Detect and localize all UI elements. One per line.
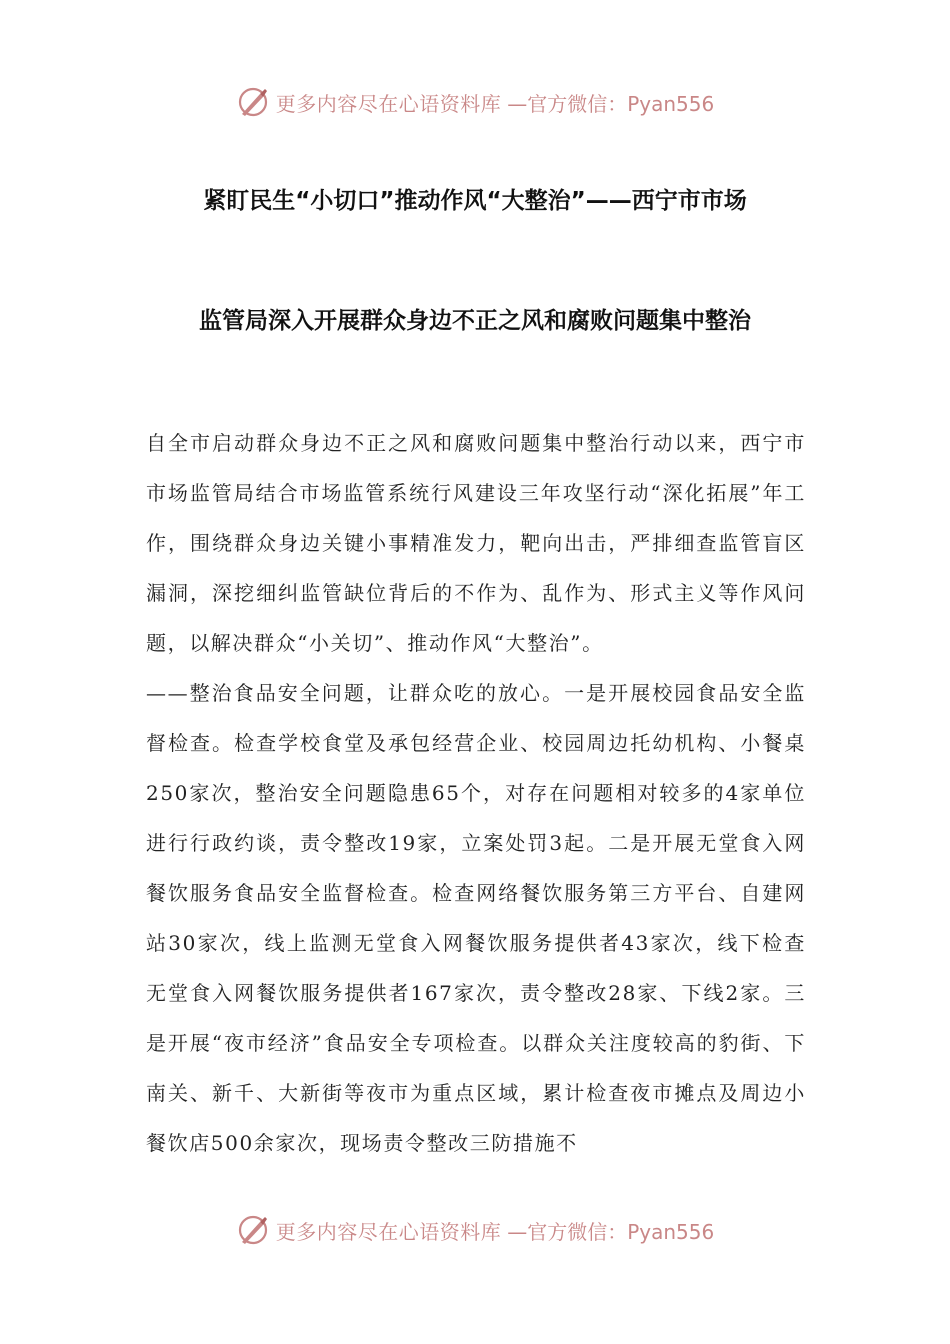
banner-text: 更多内容尽在心语资料库	[275, 91, 502, 116]
banner-wechat: —官方微信：Pyan556	[507, 91, 715, 116]
paragraph-intro: 自全市启动群众身边不正之风和腐败问题集中整治行动以来，西宁市市场监管局结合市场监管系统行风建设三年攻坚行动“深化拓展”年工作，围绕群众身边关键小事精准发力，靶向出击，严排细查监管盲区漏洞，深挖细纠监管缺位背后的不作为、乱作为、形式主义等作风问题，以解决群众“小关切”、推动作风“大整治”。	[146, 431, 806, 655]
banner-text: 更多内容尽在心语资料库	[275, 1219, 502, 1244]
document-title-line-1: 紧盯民生“小切口”推动作风“大整治”——西宁市市场	[203, 188, 747, 214]
document-body	[146, 418, 806, 1168]
pen-logo-icon	[236, 85, 270, 119]
document-title-line-2: 监管局深入开展群众身边不正之风和腐败问题集中整治	[199, 308, 751, 334]
paragraph-food-safety: ——整治食品安全问题，让群众吃的放心。一是开展校园食品安全监督检查。检查学校食堂及承包经营企业、校园周边托幼机构、小餐桌250家次，整治安全问题隐患65个，对存在问题相对较多的4家单位进行行政约谈，责令整改19家，立案处罚3起。二是开展无堂食入网餐饮服务食品安全监督检查。检查网络餐饮服务第三方平台、自建网站30家次，线上监测无堂食入网餐饮服务提供者43家次，线下检查无堂食入网餐饮服务提供者167家次，责令整改28家、下线2家。三是开展“夜市经济”食品安全专项检查。以群众关注度较高的豹街、下南关、新千、大新街等夜市为重点区域，累计检查夜市摊点及周边小餐饮店500余家次，现场责令整改三防措施不	[146, 681, 806, 1155]
header-watermark-banner	[0, 82, 950, 122]
footer-watermark-banner	[0, 1210, 950, 1250]
pen-logo-icon	[236, 1213, 270, 1247]
banner-wechat: —官方微信：Pyan556	[507, 1219, 715, 1244]
